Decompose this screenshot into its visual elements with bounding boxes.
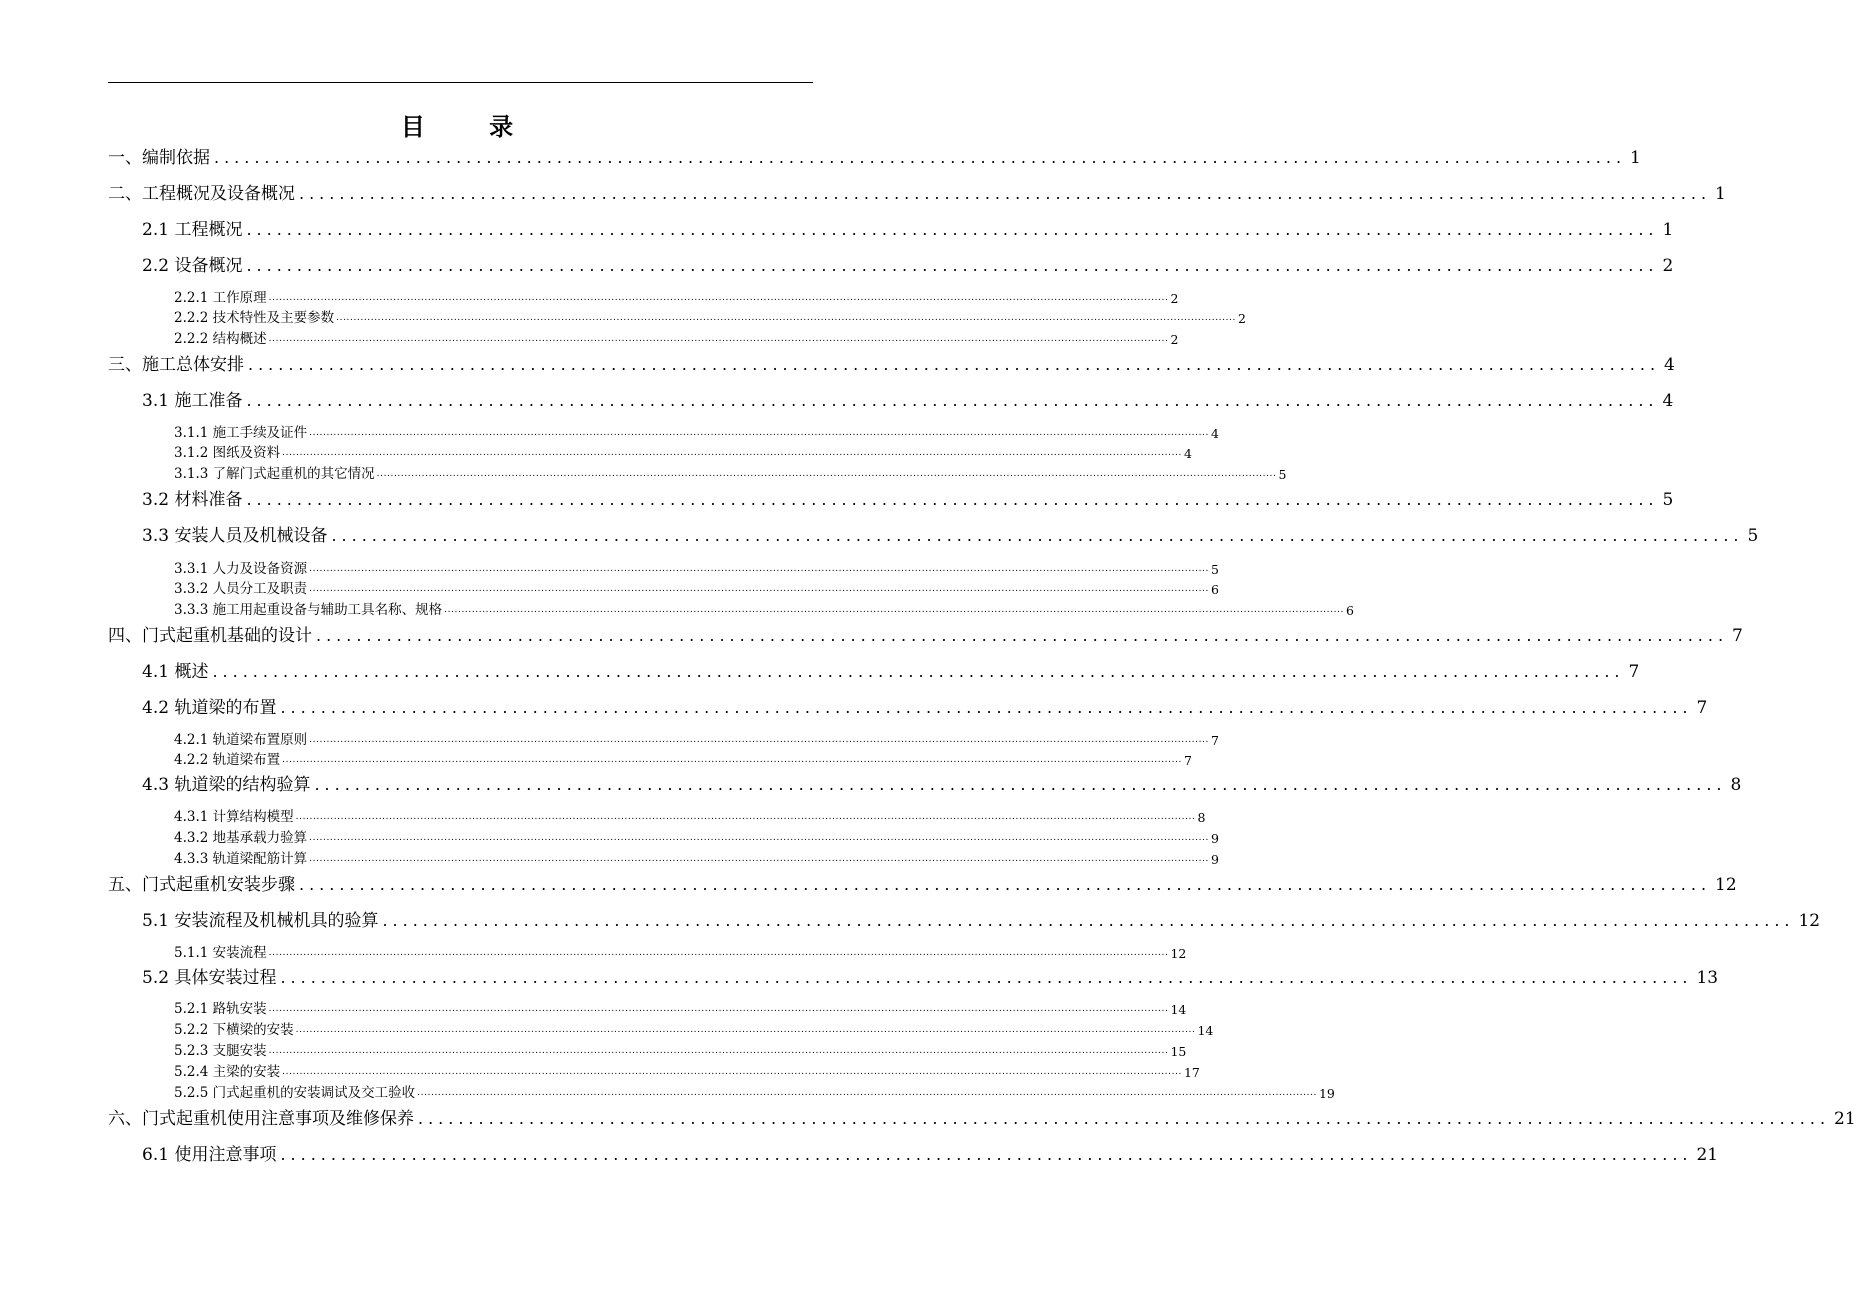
toc-entry-level-3[interactable]: [174, 1063, 1200, 1081]
toc-entry-level-3[interactable]: [174, 731, 1219, 749]
toc-dot-leader: ............................................................................................................................................: [212, 662, 1625, 681]
toc-page-number: 7: [1732, 626, 1743, 646]
toc-entry-label: 3.3.1 人力及设备资源: [174, 561, 308, 577]
toc-entry-label: 4.2.2 轨道梁布置: [174, 752, 281, 768]
toc-dot-leader: ............................................................................................................................................: [246, 490, 1659, 509]
toc-dot-leader: ....................................................................................................................................................................................................................................................................: [309, 428, 1209, 438]
toc-dot-leader: ............................................................................................................................................: [214, 148, 1627, 167]
toc-entry-level-3[interactable]: [174, 309, 1246, 327]
toc-dot-leader: ............................................................................................................................................: [246, 220, 1659, 239]
toc-dot-leader: ............................................................................................................................................: [331, 526, 1744, 545]
toc-page-number: 6: [1345, 603, 1354, 618]
toc-page-number: 12: [1170, 946, 1187, 961]
toc-dot-leader: ............................................................................................................................................: [418, 1109, 1831, 1128]
toc-dot-leader: ....................................................................................................................................................................................................................................................................: [282, 1067, 1182, 1077]
toc-dot-leader: ....................................................................................................................................................................................................................................................................: [309, 833, 1209, 843]
toc-dot-leader: ....................................................................................................................................................................................................................................................................: [268, 1046, 1169, 1056]
toc-page-number: 13: [1696, 968, 1719, 988]
toc-dot-leader: ....................................................................................................................................................................................................................................................................: [309, 584, 1209, 594]
toc-entry-label: 三、施工总体安排: [108, 355, 244, 375]
toc-page-number: 9: [1210, 852, 1219, 867]
toc-entry-label: 六、门式起重机使用注意事项及维修保养: [108, 1109, 414, 1129]
toc-dot-leader: ....................................................................................................................................................................................................................................................................: [336, 313, 1236, 323]
toc-dot-leader: ....................................................................................................................................................................................................................................................................: [309, 564, 1209, 574]
toc-dot-leader: ....................................................................................................................................................................................................................................................................: [295, 1025, 1196, 1035]
toc-page-number: 1: [1715, 184, 1726, 204]
toc-page-number: 4: [1183, 446, 1192, 461]
toc-page-number: 4: [1210, 426, 1219, 441]
toc-entry-level-3[interactable]: [174, 1042, 1187, 1060]
toc-entry-label: 5.2.2 下横梁的安装: [174, 1022, 294, 1038]
toc-entry-level-2[interactable]: [142, 253, 1674, 277]
toc-entry-level-3[interactable]: [174, 465, 1287, 483]
toc-entry-level-3[interactable]: [174, 289, 1179, 307]
toc-dot-leader: ....................................................................................................................................................................................................................................................................: [309, 735, 1209, 745]
toc-entry-level-3[interactable]: [174, 1021, 1214, 1039]
toc-page-number: 2: [1237, 311, 1246, 326]
toc-entry-label: 二、工程概况及设备概况: [108, 184, 295, 204]
toc-page-number: 5: [1278, 467, 1287, 482]
toc-dot-leader: ............................................................................................................................................: [316, 626, 1729, 645]
toc-entry-level-2[interactable]: [142, 388, 1674, 412]
toc-entry-level-3[interactable]: [174, 944, 1187, 962]
toc-dot-leader: ....................................................................................................................................................................................................................................................................: [268, 293, 1169, 303]
toc-entry-label: 4.2 轨道梁的布置: [142, 698, 277, 718]
toc-dot-leader: ....................................................................................................................................................................................................................................................................: [295, 812, 1196, 822]
toc-entry-level-3[interactable]: [174, 424, 1219, 442]
toc-entry-level-2[interactable]: [142, 487, 1674, 511]
toc-page-number: 7: [1696, 698, 1708, 718]
toc-dot-leader: ....................................................................................................................................................................................................................................................................: [268, 334, 1169, 344]
header-rule: [108, 82, 813, 83]
toc-entry-level-2[interactable]: [142, 695, 1708, 719]
toc-dot-leader: ............................................................................................................................................: [314, 775, 1727, 794]
toc-page-number: 5: [1662, 490, 1674, 510]
toc-dot-leader: ....................................................................................................................................................................................................................................................................: [376, 469, 1277, 479]
toc-dot-leader: ....................................................................................................................................................................................................................................................................: [268, 948, 1169, 958]
toc-entry-level-3[interactable]: [174, 808, 1206, 826]
toc-dot-leader: ....................................................................................................................................................................................................................................................................: [444, 605, 1344, 615]
toc-page-number: 5: [1747, 526, 1759, 546]
toc-page-number: 9: [1210, 831, 1219, 846]
toc-entry-level-3[interactable]: [174, 560, 1219, 578]
toc-entry-level-3[interactable]: [174, 1000, 1187, 1018]
toc-entry-level-3[interactable]: [174, 751, 1192, 769]
toc-page-number: 4: [1664, 355, 1675, 375]
toc-dot-leader: ............................................................................................................................................: [280, 698, 1693, 717]
toc-entry-level-2[interactable]: [142, 908, 1821, 932]
toc-entry-label: 5.1.1 安装流程: [174, 945, 267, 961]
toc-entry-level-1[interactable]: [108, 623, 1743, 647]
toc-entry-label: 4.2.1 轨道梁布置原则: [174, 732, 308, 748]
toc-entry-label: 5.2.4 主梁的安装: [174, 1064, 281, 1080]
toc-page-number: 17: [1183, 1065, 1200, 1080]
toc-page-number: 15: [1170, 1044, 1187, 1059]
toc-dot-leader: ............................................................................................................................................: [299, 875, 1712, 894]
toc-entry-label: 3.3.2 人员分工及职责: [174, 581, 308, 597]
toc-entry-label: 5.1 安装流程及机械机具的验算: [142, 911, 379, 931]
toc-entry-label: 5.2 具体安装过程: [142, 968, 277, 988]
toc-page-number: 8: [1730, 775, 1742, 795]
toc-entry-level-2[interactable]: [142, 1142, 1719, 1166]
toc-entry-label: 4.3 轨道梁的结构验算: [142, 775, 311, 795]
toc-entry-level-2[interactable]: [142, 965, 1719, 989]
toc-entry-level-1[interactable]: [108, 872, 1737, 896]
toc-entry-level-3[interactable]: [174, 829, 1219, 847]
toc-page-number: 12: [1715, 875, 1737, 895]
toc-entry-label: 6.1 使用注意事项: [142, 1145, 277, 1165]
toc-dot-leader: ....................................................................................................................................................................................................................................................................: [282, 448, 1182, 458]
toc-entry-label: 3.2 材料准备: [142, 490, 243, 510]
page-title: 目 录: [400, 112, 542, 141]
toc-entry-label: 3.1 施工准备: [142, 391, 243, 411]
toc-entry-label: 2.2.2 结构概述: [174, 331, 267, 347]
toc-entry-label: 五、门式起重机安装步骤: [108, 875, 295, 895]
toc-page-number: 1: [1662, 220, 1674, 240]
toc-entry-label: 4.3.2 地基承载力验算: [174, 830, 308, 846]
toc-page-number: 2: [1662, 256, 1674, 276]
toc-dot-leader: ....................................................................................................................................................................................................................................................................: [417, 1088, 1317, 1098]
toc-entry-label: 一、编制依据: [108, 148, 210, 168]
toc-page-number: 2: [1170, 332, 1179, 347]
toc-page-number: 5: [1210, 562, 1219, 577]
toc-entry-label: 4.3.1 计算结构模型: [174, 809, 294, 825]
toc-entry-level-2[interactable]: [142, 523, 1759, 547]
toc-entry-label: 2.2.2 技术特性及主要参数: [174, 310, 335, 326]
toc-entry-level-3[interactable]: [174, 580, 1219, 598]
toc-entry-label: 3.1.3 了解门式起重机的其它情况: [174, 466, 375, 482]
toc-page-number: 21: [1696, 1145, 1719, 1165]
toc-page-number: 1: [1630, 148, 1641, 168]
toc-dot-leader: ............................................................................................................................................: [382, 911, 1795, 930]
toc-entry-label: 4.1 概述: [142, 662, 209, 682]
toc-entry-level-1[interactable]: [108, 145, 1641, 169]
toc-dot-leader: ............................................................................................................................................: [280, 968, 1693, 987]
toc-dot-leader: ............................................................................................................................................: [280, 1145, 1693, 1164]
toc-entry-label: 2.1 工程概况: [142, 220, 243, 240]
toc-dot-leader: ....................................................................................................................................................................................................................................................................: [309, 854, 1209, 864]
toc-entry-level-2[interactable]: [142, 772, 1742, 796]
toc-entry-label: 5.2.5 门式起重机的安装调试及交工验收: [174, 1085, 416, 1101]
toc-entry-level-1[interactable]: [108, 181, 1726, 205]
toc-page-number: 7: [1210, 733, 1219, 748]
toc-page-number: 12: [1798, 911, 1821, 931]
toc-entry-label: 5.2.1 路轨安装: [174, 1001, 267, 1017]
toc-entry-label: 2.2.1 工作原理: [174, 290, 267, 306]
toc-dot-leader: ....................................................................................................................................................................................................................................................................: [282, 755, 1182, 765]
toc-entry-label: 3.1.1 施工手续及证件: [174, 425, 308, 441]
toc-entry-level-3[interactable]: [174, 1084, 1335, 1102]
toc-entry-level-3[interactable]: [174, 850, 1219, 868]
toc-dot-leader: ....................................................................................................................................................................................................................................................................: [268, 1004, 1169, 1014]
toc-entry-level-2[interactable]: [142, 217, 1674, 241]
toc-entry-label: 2.2 设备概况: [142, 256, 243, 276]
toc-entry-level-3[interactable]: [174, 444, 1192, 462]
toc-page-number: 14: [1170, 1002, 1187, 1017]
toc-entry-label: 4.3.3 轨道梁配筋计算: [174, 851, 308, 867]
toc-dot-leader: ............................................................................................................................................: [246, 391, 1659, 410]
toc-entry-level-2[interactable]: [142, 659, 1640, 683]
toc-page-number: 14: [1197, 1023, 1214, 1038]
toc-entry-label: 四、门式起重机基础的设计: [108, 626, 312, 646]
toc-page-number: 7: [1183, 753, 1192, 768]
toc-entry-label: 3.1.2 图纸及资料: [174, 445, 281, 461]
toc-page-number: 19: [1318, 1086, 1335, 1101]
toc-entry-level-3[interactable]: [174, 601, 1354, 619]
toc-page-number: 7: [1628, 662, 1640, 682]
toc-dot-leader: ............................................................................................................................................: [246, 256, 1659, 275]
toc-page-number: 2: [1170, 291, 1179, 306]
toc-entry-level-1[interactable]: [108, 352, 1675, 376]
toc-dot-leader: ............................................................................................................................................: [299, 184, 1712, 203]
toc-page-number: 8: [1197, 810, 1206, 825]
toc-page-number: 21: [1834, 1109, 1856, 1129]
toc-entry-label: 3.3 安装人员及机械设备: [142, 526, 328, 546]
toc-entry-label: 5.2.3 支腿安装: [174, 1043, 267, 1059]
toc-entry-level-3[interactable]: [174, 330, 1179, 348]
toc-dot-leader: ............................................................................................................................................: [248, 355, 1661, 374]
toc-entry-label: 3.3.3 施工用起重设备与辅助工具名称、规格: [174, 602, 443, 618]
toc-entry-level-1[interactable]: [108, 1106, 1856, 1130]
toc-page-number: 4: [1662, 391, 1674, 411]
toc-page-number: 6: [1210, 582, 1219, 597]
